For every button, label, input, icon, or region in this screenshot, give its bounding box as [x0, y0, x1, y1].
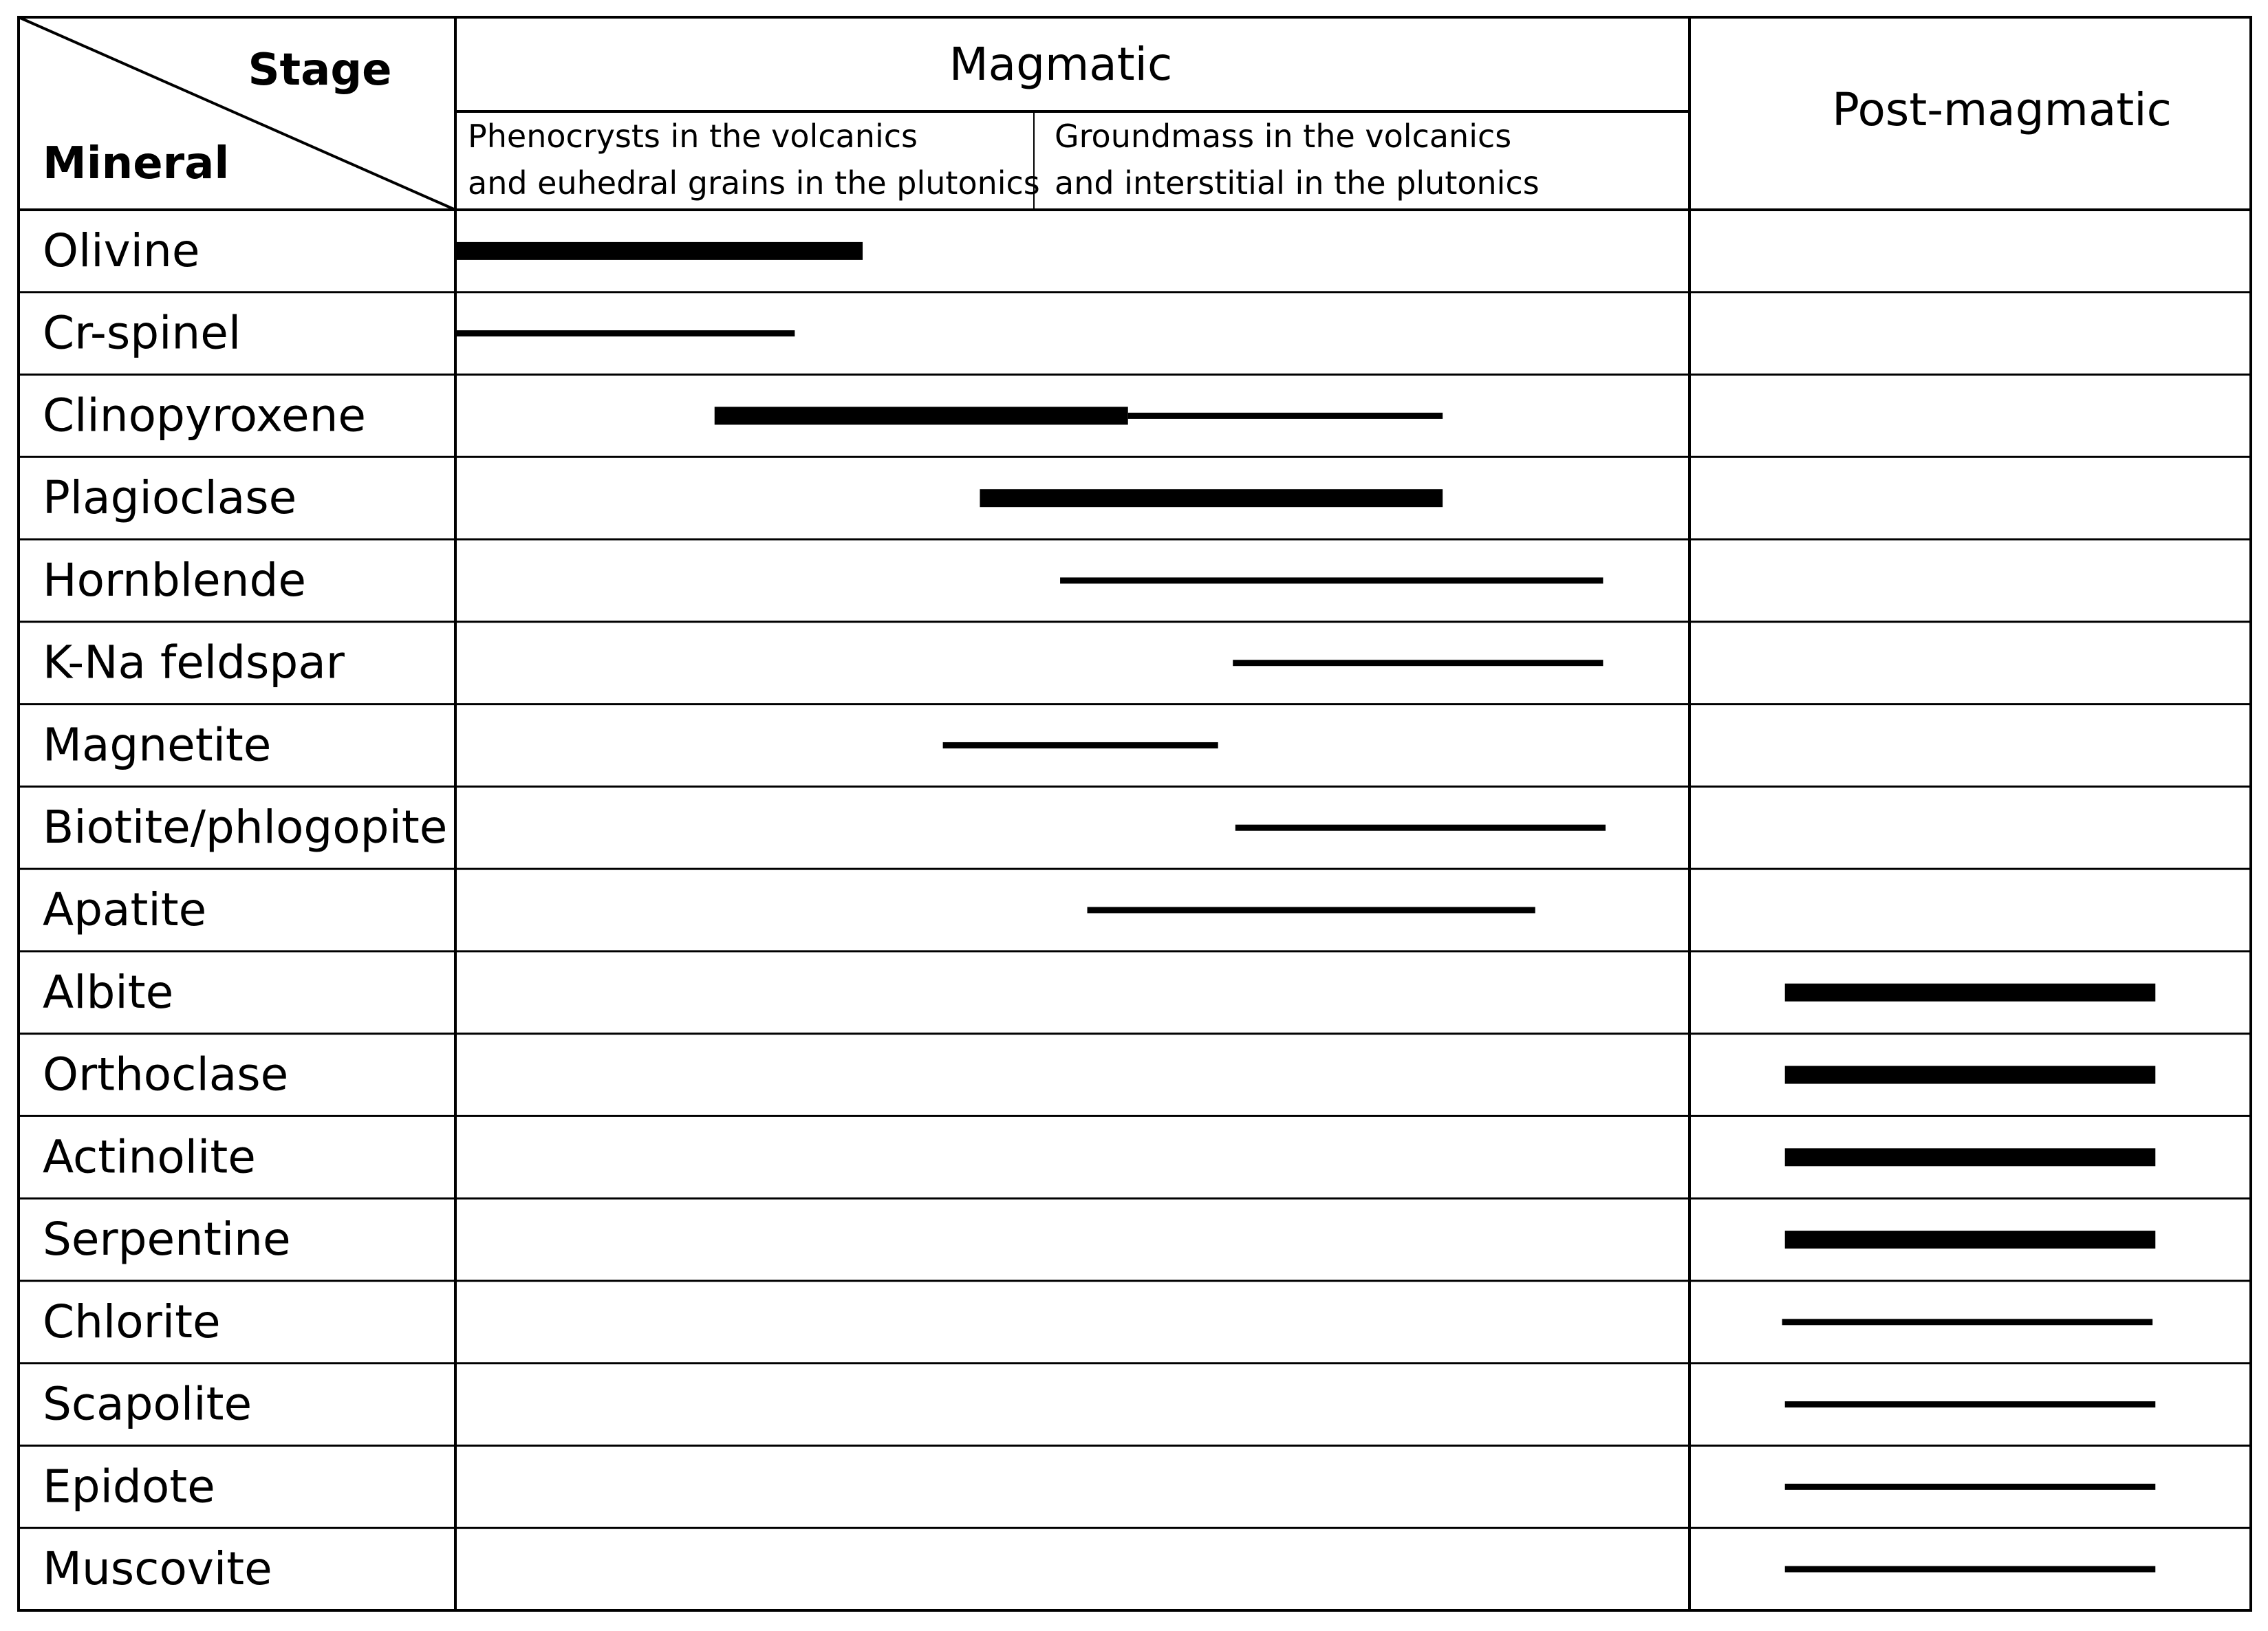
mineral-label: Clinopyroxene — [43, 389, 367, 442]
mineral-label: Apatite — [43, 883, 207, 936]
stage-bar-thick — [715, 407, 1128, 424]
mineral-label: Serpentine — [43, 1213, 291, 1266]
mineral-rows — [19, 224, 2251, 1595]
stage-bar-thick — [455, 242, 863, 260]
mineral-label: Chlorite — [43, 1295, 221, 1348]
mineral-label: Plagioclase — [43, 471, 297, 525]
groundmass-subheader-line-1: Groundmass in the volcanics — [1055, 118, 1512, 155]
phenocrysts-subheader-line-2: and euhedral grains in the plutonics — [468, 164, 1040, 202]
mineral-label: Albite — [43, 965, 174, 1019]
stage-bar-thick — [1785, 984, 2156, 1002]
mineral-label: Scapolite — [43, 1377, 252, 1431]
stage-bar-thin — [1088, 907, 1535, 914]
stage-bar-thin — [1785, 1401, 2156, 1407]
stage-bar-thick — [980, 489, 1443, 507]
mineral-label: Actinolite — [43, 1130, 256, 1184]
groundmass-subheader-line-2: and interstitial in the plutonics — [1055, 164, 1540, 202]
stage-label: Stage — [248, 45, 392, 96]
stage-bar-thick — [1785, 1148, 2156, 1166]
mineral-label: Hornblende — [43, 553, 306, 607]
stage-bar-thin — [1233, 660, 1603, 666]
stage-bar-thick — [1785, 1066, 2156, 1084]
mineral-label: Orthoclase — [43, 1048, 289, 1101]
stage-bar-thin — [1785, 1566, 2156, 1573]
magmatic-label: Magmatic — [949, 38, 1173, 91]
stage-bar-thin — [1128, 413, 1443, 419]
post-magmatic-label: Post-magmatic — [1832, 83, 2172, 136]
mineral-label: Magnetite — [43, 718, 272, 772]
mineral-label: Olivine — [43, 224, 200, 277]
mineral-label: Biotite/phlogopite — [43, 801, 448, 854]
stage-bar-thick — [1785, 1231, 2156, 1249]
stage-bar-thin — [1782, 1319, 2153, 1325]
mineral-label: K-Na feldspar — [43, 636, 345, 689]
stage-bar-thin — [455, 330, 795, 336]
stage-bar-thin — [1235, 825, 1606, 831]
phenocrysts-subheader-line-1: Phenocrysts in the volcanics — [468, 118, 918, 155]
table-header — [43, 38, 2172, 202]
stage-bar-thin — [1060, 577, 1603, 583]
stage-bar-thin — [1785, 1484, 2156, 1490]
stage-bar-thin — [943, 742, 1218, 748]
mineral-label: Epidote — [43, 1460, 215, 1513]
mineral-label: Cr-spinel — [43, 306, 241, 360]
mineral-label: Muscovite — [43, 1542, 272, 1596]
mineral-label: Mineral — [43, 138, 230, 189]
